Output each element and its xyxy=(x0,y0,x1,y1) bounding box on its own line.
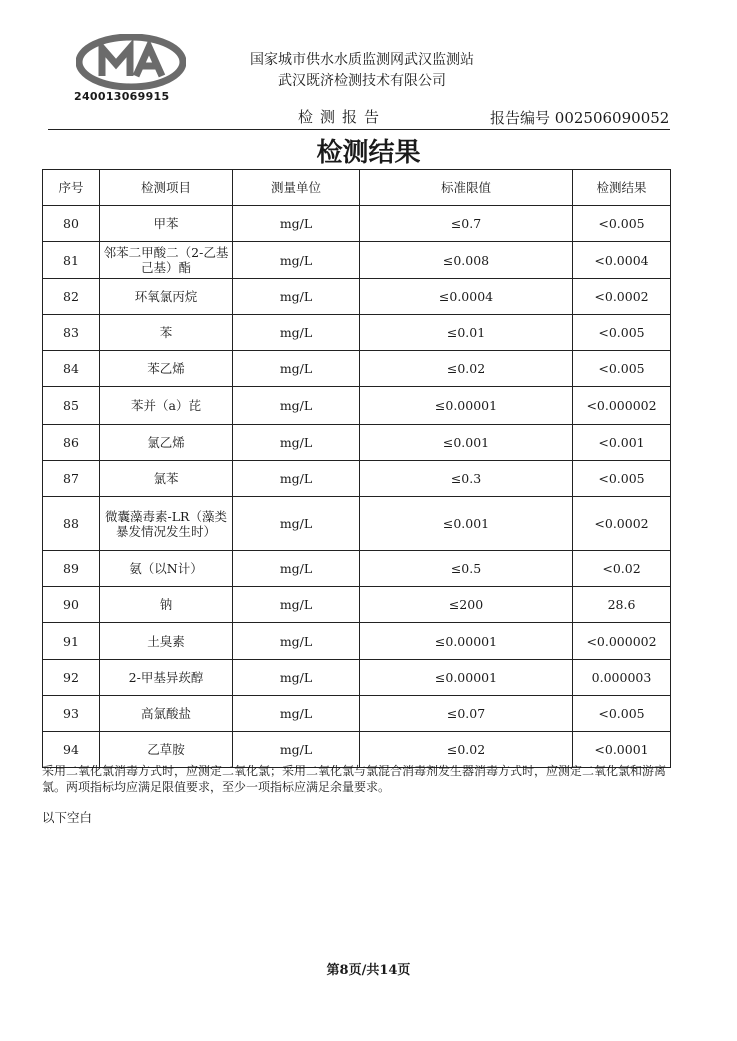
standard-limit-cell: ≤0.02 xyxy=(360,351,573,387)
standard-limit-cell: ≤200 xyxy=(360,587,573,623)
test-item-cell: 邻苯二甲酸二（2-乙基己基）酯 xyxy=(100,242,233,279)
row-number-cell: 84 xyxy=(43,351,100,387)
row-number-cell: 82 xyxy=(43,279,100,315)
standard-limit-cell: ≤0.01 xyxy=(360,315,573,351)
test-item-cell: 乙草胺 xyxy=(100,732,233,768)
row-number-cell: 85 xyxy=(43,387,100,425)
unit-cell: mg/L xyxy=(233,587,360,623)
test-item-cell: 氯乙烯 xyxy=(100,425,233,461)
row-number-cell: 94 xyxy=(43,732,100,768)
table-row xyxy=(43,279,671,315)
header-divider xyxy=(48,129,670,130)
standard-limit-cell: ≤0.7 xyxy=(360,206,573,242)
blank-notice: 以下空白 xyxy=(42,810,93,825)
test-result-cell: 28.6 xyxy=(573,587,671,623)
standard-limit-cell: ≤0.5 xyxy=(360,551,573,587)
test-result-cell: <0.005 xyxy=(573,206,671,242)
table-row xyxy=(43,660,671,696)
table-row xyxy=(43,242,671,279)
unit-cell: mg/L xyxy=(233,242,360,279)
test-result-cell: <0.001 xyxy=(573,425,671,461)
test-item-cell: 土臭素 xyxy=(100,623,233,660)
standard-limit-cell: ≤0.0004 xyxy=(360,279,573,315)
organization-name xyxy=(212,50,512,92)
row-number-cell: 91 xyxy=(43,623,100,660)
test-item-cell: 2-甲基异莰醇 xyxy=(100,660,233,696)
column-header: 测量单位 xyxy=(233,170,360,206)
test-item-cell: 苯 xyxy=(100,315,233,351)
test-result-cell: <0.000002 xyxy=(573,387,671,425)
document-type: 检测报告 xyxy=(298,108,387,126)
table-row xyxy=(43,696,671,732)
unit-cell: mg/L xyxy=(233,497,360,551)
row-number-cell: 86 xyxy=(43,425,100,461)
table-body xyxy=(43,206,671,768)
table-row xyxy=(43,461,671,497)
unit-cell: mg/L xyxy=(233,315,360,351)
unit-cell: mg/L xyxy=(233,206,360,242)
test-item-cell: 环氧氯丙烷 xyxy=(100,279,233,315)
results-table xyxy=(42,169,671,768)
unit-cell: mg/L xyxy=(233,660,360,696)
org-line-2: 武汉既济检测技术有限公司 xyxy=(278,73,446,89)
table-row xyxy=(43,387,671,425)
page-number: 第8页/共14页 xyxy=(326,963,411,978)
test-item-cell: 钠 xyxy=(100,587,233,623)
standard-limit-cell: ≤0.00001 xyxy=(360,387,573,425)
unit-cell: mg/L xyxy=(233,425,360,461)
table-row xyxy=(43,315,671,351)
page-title: 检测结果 xyxy=(316,138,421,168)
test-result-cell: <0.0004 xyxy=(573,242,671,279)
test-item-cell: 微囊藻毒素-LR（藻类暴发情况发生时） xyxy=(100,497,233,551)
test-result-cell: <0.005 xyxy=(573,315,671,351)
table-header-row xyxy=(43,170,671,206)
table-row xyxy=(43,623,671,660)
column-header: 检测结果 xyxy=(573,170,671,206)
standard-limit-cell: ≤0.3 xyxy=(360,461,573,497)
org-line-1: 国家城市供水水质监测网武汉监测站 xyxy=(250,52,474,68)
standard-limit-cell: ≤0.001 xyxy=(360,425,573,461)
unit-cell: mg/L xyxy=(233,551,360,587)
test-item-cell: 苯并（a）芘 xyxy=(100,387,233,425)
column-header: 标准限值 xyxy=(360,170,573,206)
unit-cell: mg/L xyxy=(233,351,360,387)
row-number-cell: 87 xyxy=(43,461,100,497)
row-number-cell: 88 xyxy=(43,497,100,551)
test-result-cell: <0.0002 xyxy=(573,279,671,315)
test-result-cell: 0.000003 xyxy=(573,660,671,696)
report-number-value: 002506090052 xyxy=(554,109,670,127)
test-item-cell: 氯苯 xyxy=(100,461,233,497)
unit-cell: mg/L xyxy=(233,279,360,315)
table-row xyxy=(43,206,671,242)
standard-limit-cell: ≤0.008 xyxy=(360,242,573,279)
report-number xyxy=(490,107,669,128)
row-number-cell: 90 xyxy=(43,587,100,623)
column-header: 检测项目 xyxy=(100,170,233,206)
standard-limit-cell: ≤0.07 xyxy=(360,696,573,732)
unit-cell: mg/L xyxy=(233,387,360,425)
row-number-cell: 80 xyxy=(43,206,100,242)
table-row xyxy=(43,351,671,387)
standard-limit-cell: ≤0.00001 xyxy=(360,623,573,660)
standard-limit-cell: ≤0.02 xyxy=(360,732,573,768)
standard-limit-cell: ≤0.00001 xyxy=(360,660,573,696)
report-number-label: 报告编号 xyxy=(490,109,551,127)
unit-cell: mg/L xyxy=(233,461,360,497)
table-row xyxy=(43,425,671,461)
test-item-cell: 苯乙烯 xyxy=(100,351,233,387)
test-result-cell: <0.005 xyxy=(573,696,671,732)
row-number-cell: 89 xyxy=(43,551,100,587)
test-result-cell: <0.0001 xyxy=(573,732,671,768)
test-result-cell: <0.02 xyxy=(573,551,671,587)
table-row xyxy=(43,497,671,551)
row-number-cell: 93 xyxy=(43,696,100,732)
unit-cell: mg/L xyxy=(233,732,360,768)
test-result-cell: <0.000002 xyxy=(573,623,671,660)
table-row xyxy=(43,551,671,587)
column-header: 序号 xyxy=(43,170,100,206)
test-item-cell: 甲苯 xyxy=(100,206,233,242)
row-number-cell: 81 xyxy=(43,242,100,279)
certification-number: 240013069915 xyxy=(74,90,170,103)
test-result-cell: <0.005 xyxy=(573,461,671,497)
row-number-cell: 83 xyxy=(43,315,100,351)
test-result-cell: <0.0002 xyxy=(573,497,671,551)
standard-limit-cell: ≤0.001 xyxy=(360,497,573,551)
unit-cell: mg/L xyxy=(233,696,360,732)
test-item-cell: 氨（以N计） xyxy=(100,551,233,587)
table-row xyxy=(43,587,671,623)
unit-cell: mg/L xyxy=(233,623,360,660)
footnote: 采用二氧化氯消毒方式时，应测定二氧化氯；采用二氧化氯与氯混合消毒剂发生器消毒方式时，应测定二氧化氯和游离氯。两项指标均应满足限值要求，至少一项指标应满足余量要求。 xyxy=(42,764,667,794)
row-number-cell: 92 xyxy=(43,660,100,696)
test-result-cell: <0.005 xyxy=(573,351,671,387)
test-item-cell: 高氯酸盐 xyxy=(100,696,233,732)
